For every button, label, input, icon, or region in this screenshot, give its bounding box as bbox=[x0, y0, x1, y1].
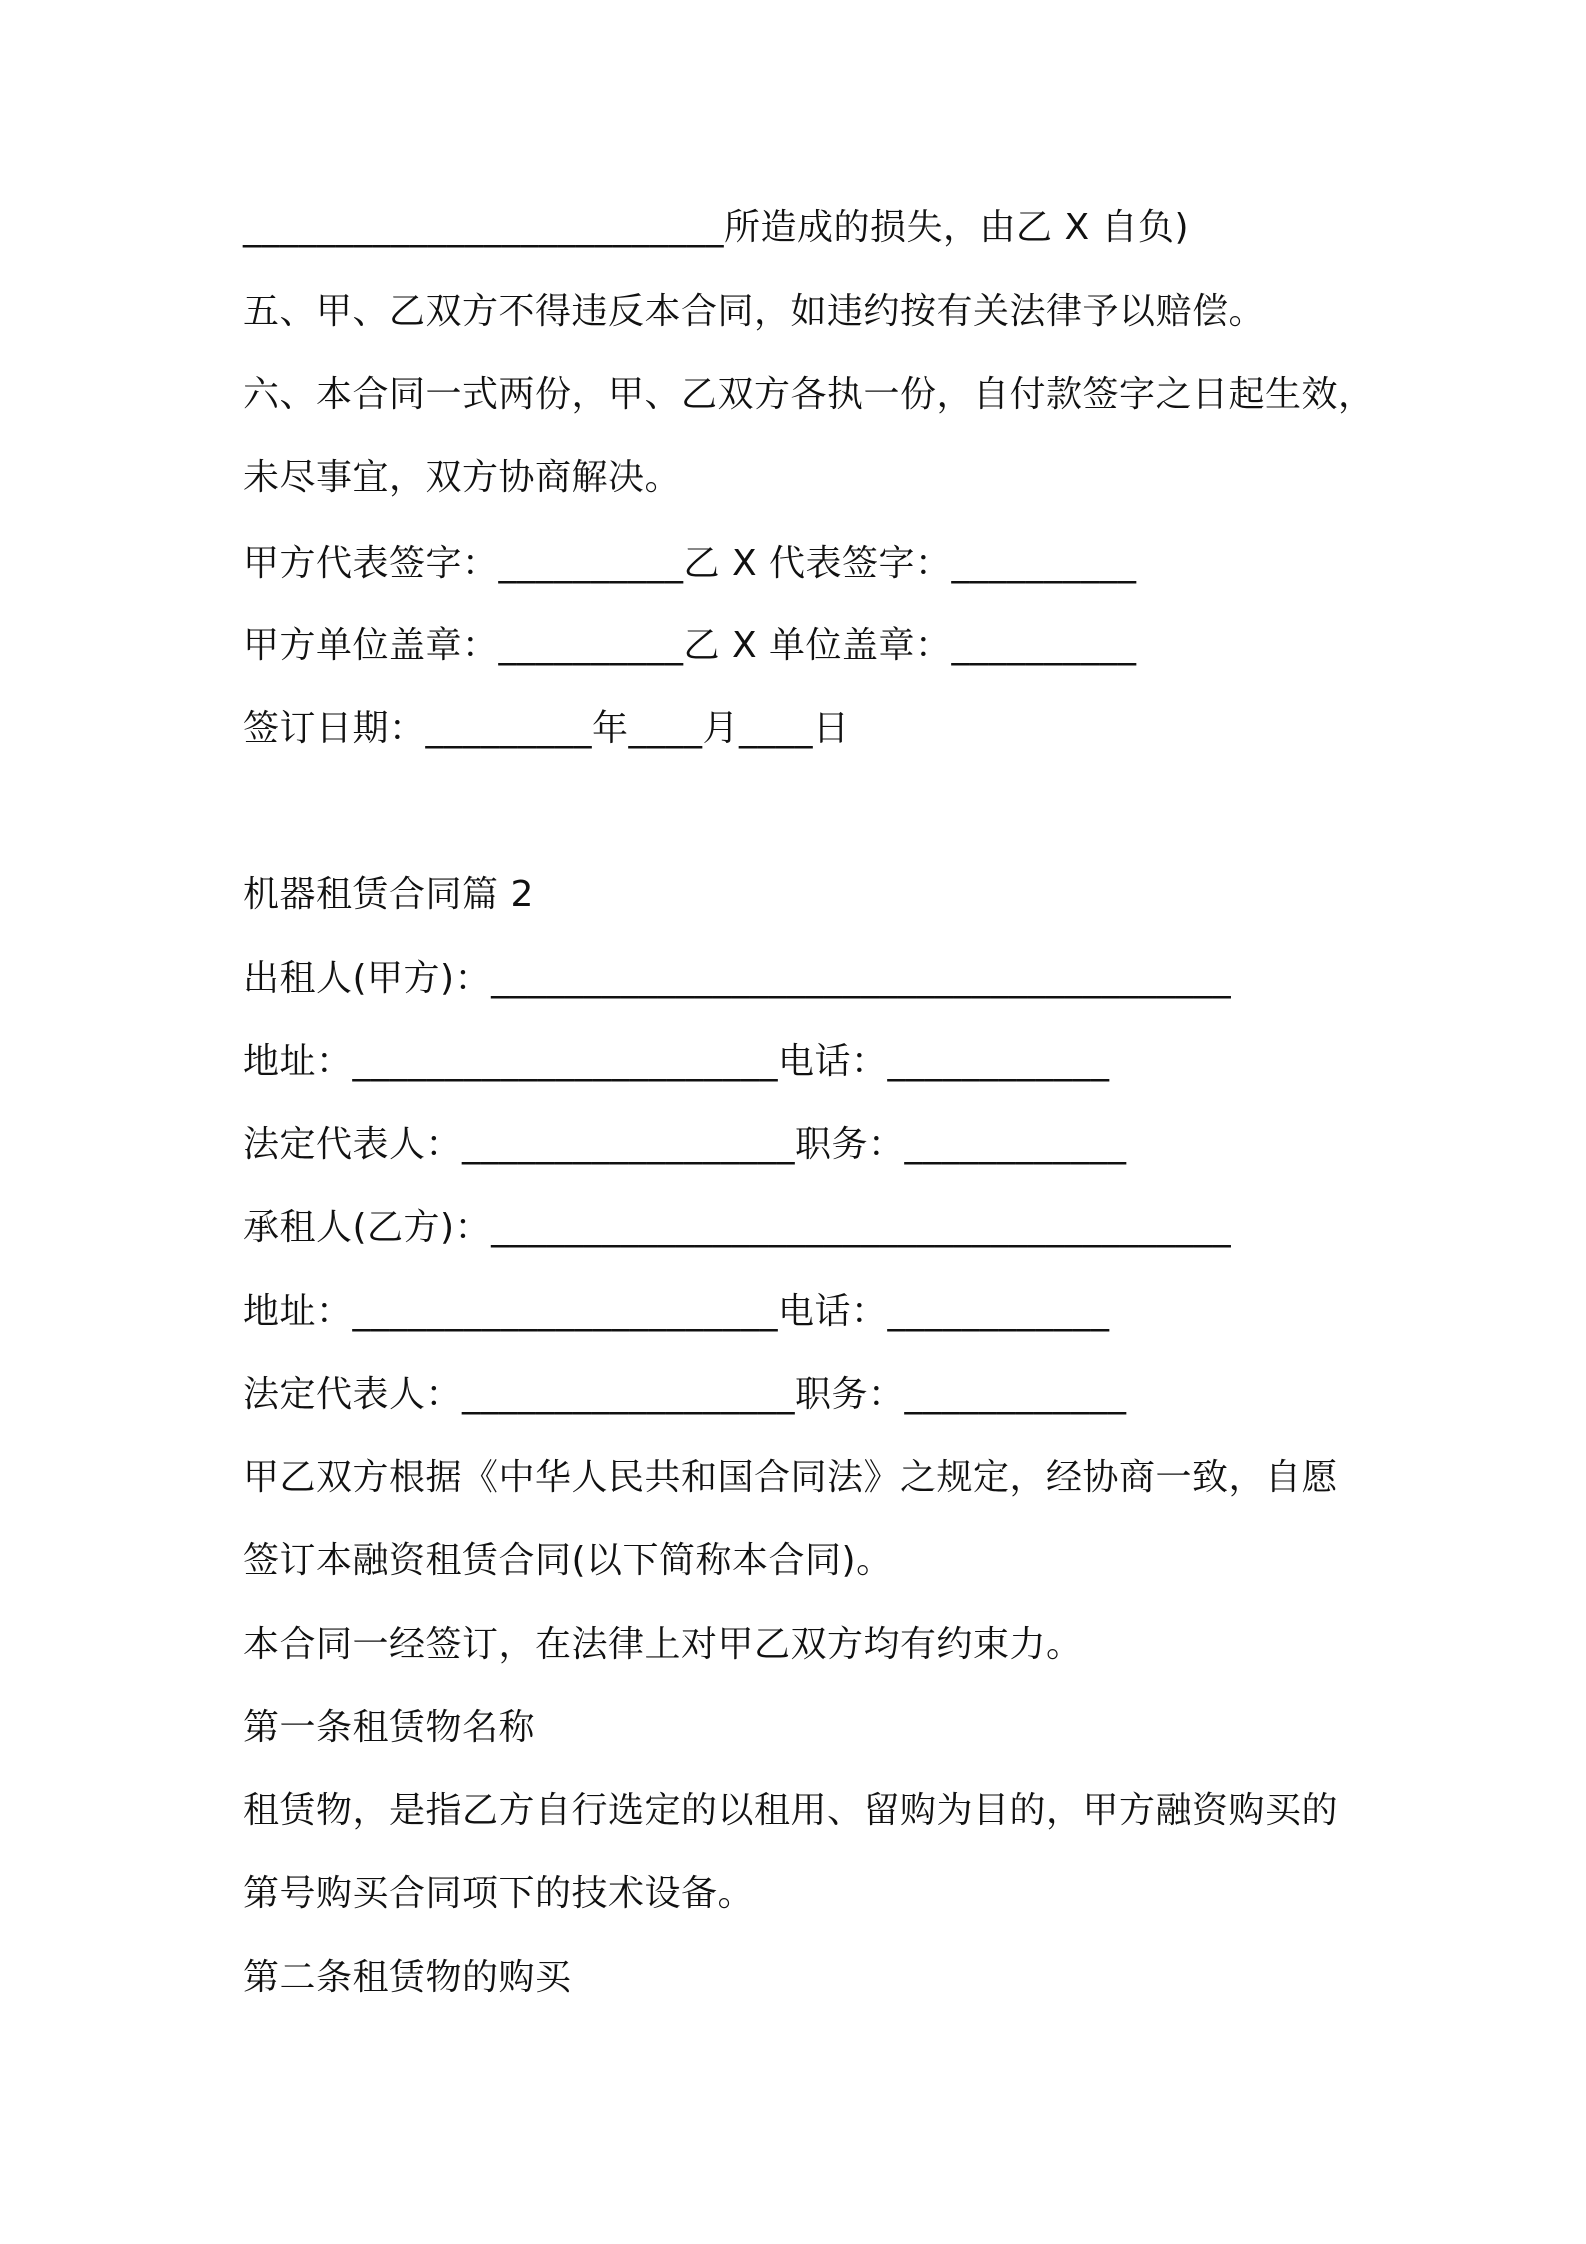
text-line: 第号购买合同项下的技术设备。 bbox=[243, 1873, 755, 1914]
section-title: 机器租赁合同篇 2 bbox=[243, 874, 534, 915]
text-line: 出租人(甲方)：________________________________________ bbox=[243, 958, 1232, 999]
clause-heading: 第一条租赁物名称 bbox=[243, 1707, 536, 1748]
text-line: 签订本融资租赁合同(以下简称本合同)。 bbox=[243, 1540, 893, 1581]
clause-heading: 第二条租赁物的购买 bbox=[243, 1957, 572, 1998]
text-line: 甲方代表签字：__________乙 X 代表签字：__________ bbox=[243, 543, 1137, 584]
text-line: __________________________所造成的损失，由乙 X 自负) bbox=[243, 207, 1190, 248]
text-line: 甲方单位盖章：__________乙 X 单位盖章：__________ bbox=[243, 625, 1137, 666]
text-line: 租赁物，是指乙方自行选定的以租用、留购为目的，甲方融资购买的 bbox=[243, 1790, 1339, 1831]
text-line: 承租人(乙方)：________________________________________ bbox=[243, 1207, 1232, 1248]
text-line: 法定代表人：__________________职务：____________ bbox=[243, 1374, 1127, 1415]
text-line: 五、甲、乙双方不得违反本合同，如违约按有关法律予以赔偿。 bbox=[243, 291, 1266, 332]
text-line: 六、本合同一式两份，甲、乙双方各执一份，自付款签字之日起生效， bbox=[243, 374, 1375, 415]
text-line: 地址：_______________________电话：____________ bbox=[243, 1291, 1110, 1332]
text-line: 签订日期：_________年____月____日 bbox=[243, 708, 850, 749]
text-line: 本合同一经签订，在法律上对甲乙双方均有约束力。 bbox=[243, 1624, 1083, 1665]
text-line: 地址：_______________________电话：____________ bbox=[243, 1041, 1110, 1082]
text-line: 甲乙双方根据《中华人民共和国合同法》之规定，经协商一致，自愿 bbox=[243, 1457, 1339, 1498]
text-line: 未尽事宜，双方协商解决。 bbox=[243, 457, 682, 498]
text-line: 法定代表人：__________________职务：____________ bbox=[243, 1124, 1127, 1165]
